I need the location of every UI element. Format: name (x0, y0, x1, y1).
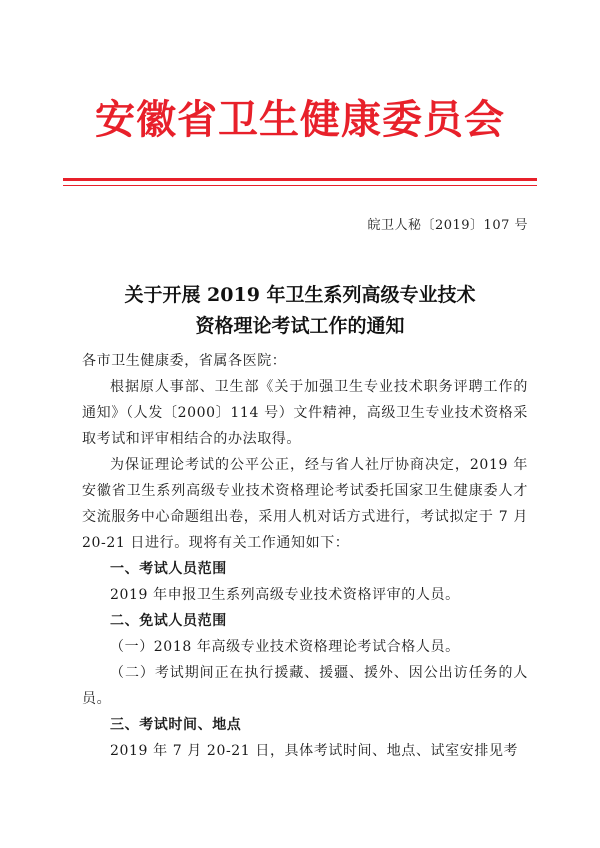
section-1-text: 2019 年申报卫生系列高级专业技术资格评审的人员。 (110, 587, 460, 603)
section-3-heading: 三、考试时间、地点 (110, 717, 242, 733)
salutation: 各市卫生健康委，省属各医院： (82, 353, 287, 369)
document-body (82, 348, 528, 764)
document-title-line1: 关于开展 2019 年卫生系列高级专业技术 (124, 284, 476, 306)
section-2-item-1: （一）2018 年高级专业技术资格理论考试合格人员。 (110, 639, 460, 655)
section-2-item-2: （二）考试期间正在执行援藏、援疆、援外、因公出访任务的人员。 (82, 665, 528, 707)
section-3-text: 2019 年 7 月 20-21 日，具体考试时间、地点、试室安排见考 (110, 743, 519, 759)
document-number: 皖卫人秘〔2019〕107 号 (367, 218, 528, 233)
section-1-heading: 一、考试人员范围 (110, 561, 227, 577)
section-2-heading: 二、免试人员范围 (110, 613, 227, 629)
document-title-line2: 资格理论考试工作的通知 (195, 315, 405, 337)
header-divider-thin (63, 185, 537, 186)
header-divider-thick (63, 178, 537, 181)
paragraph-1: 根据原人事部、卫生部《关于加强卫生专业技术职务评聘工作的通知》（人发〔2000〕114 号）文件精神，高级卫生专业技术资格采取考试和评审相结合的办法取得。 (82, 379, 528, 447)
paragraph-2: 为保证理论考试的公平公正，经与省人社厅协商决定，2019 年安徽省卫生系列高级专业技术资格理论考试委托国家卫生健康委人才交流服务中心命题组出卷，采用人机对话方式进行，考试拟定于 7 月 20-21 日进行。现将有关工作通知如下： (82, 457, 528, 551)
issuer-header: 安徽省卫生健康委员会 (95, 96, 505, 143)
